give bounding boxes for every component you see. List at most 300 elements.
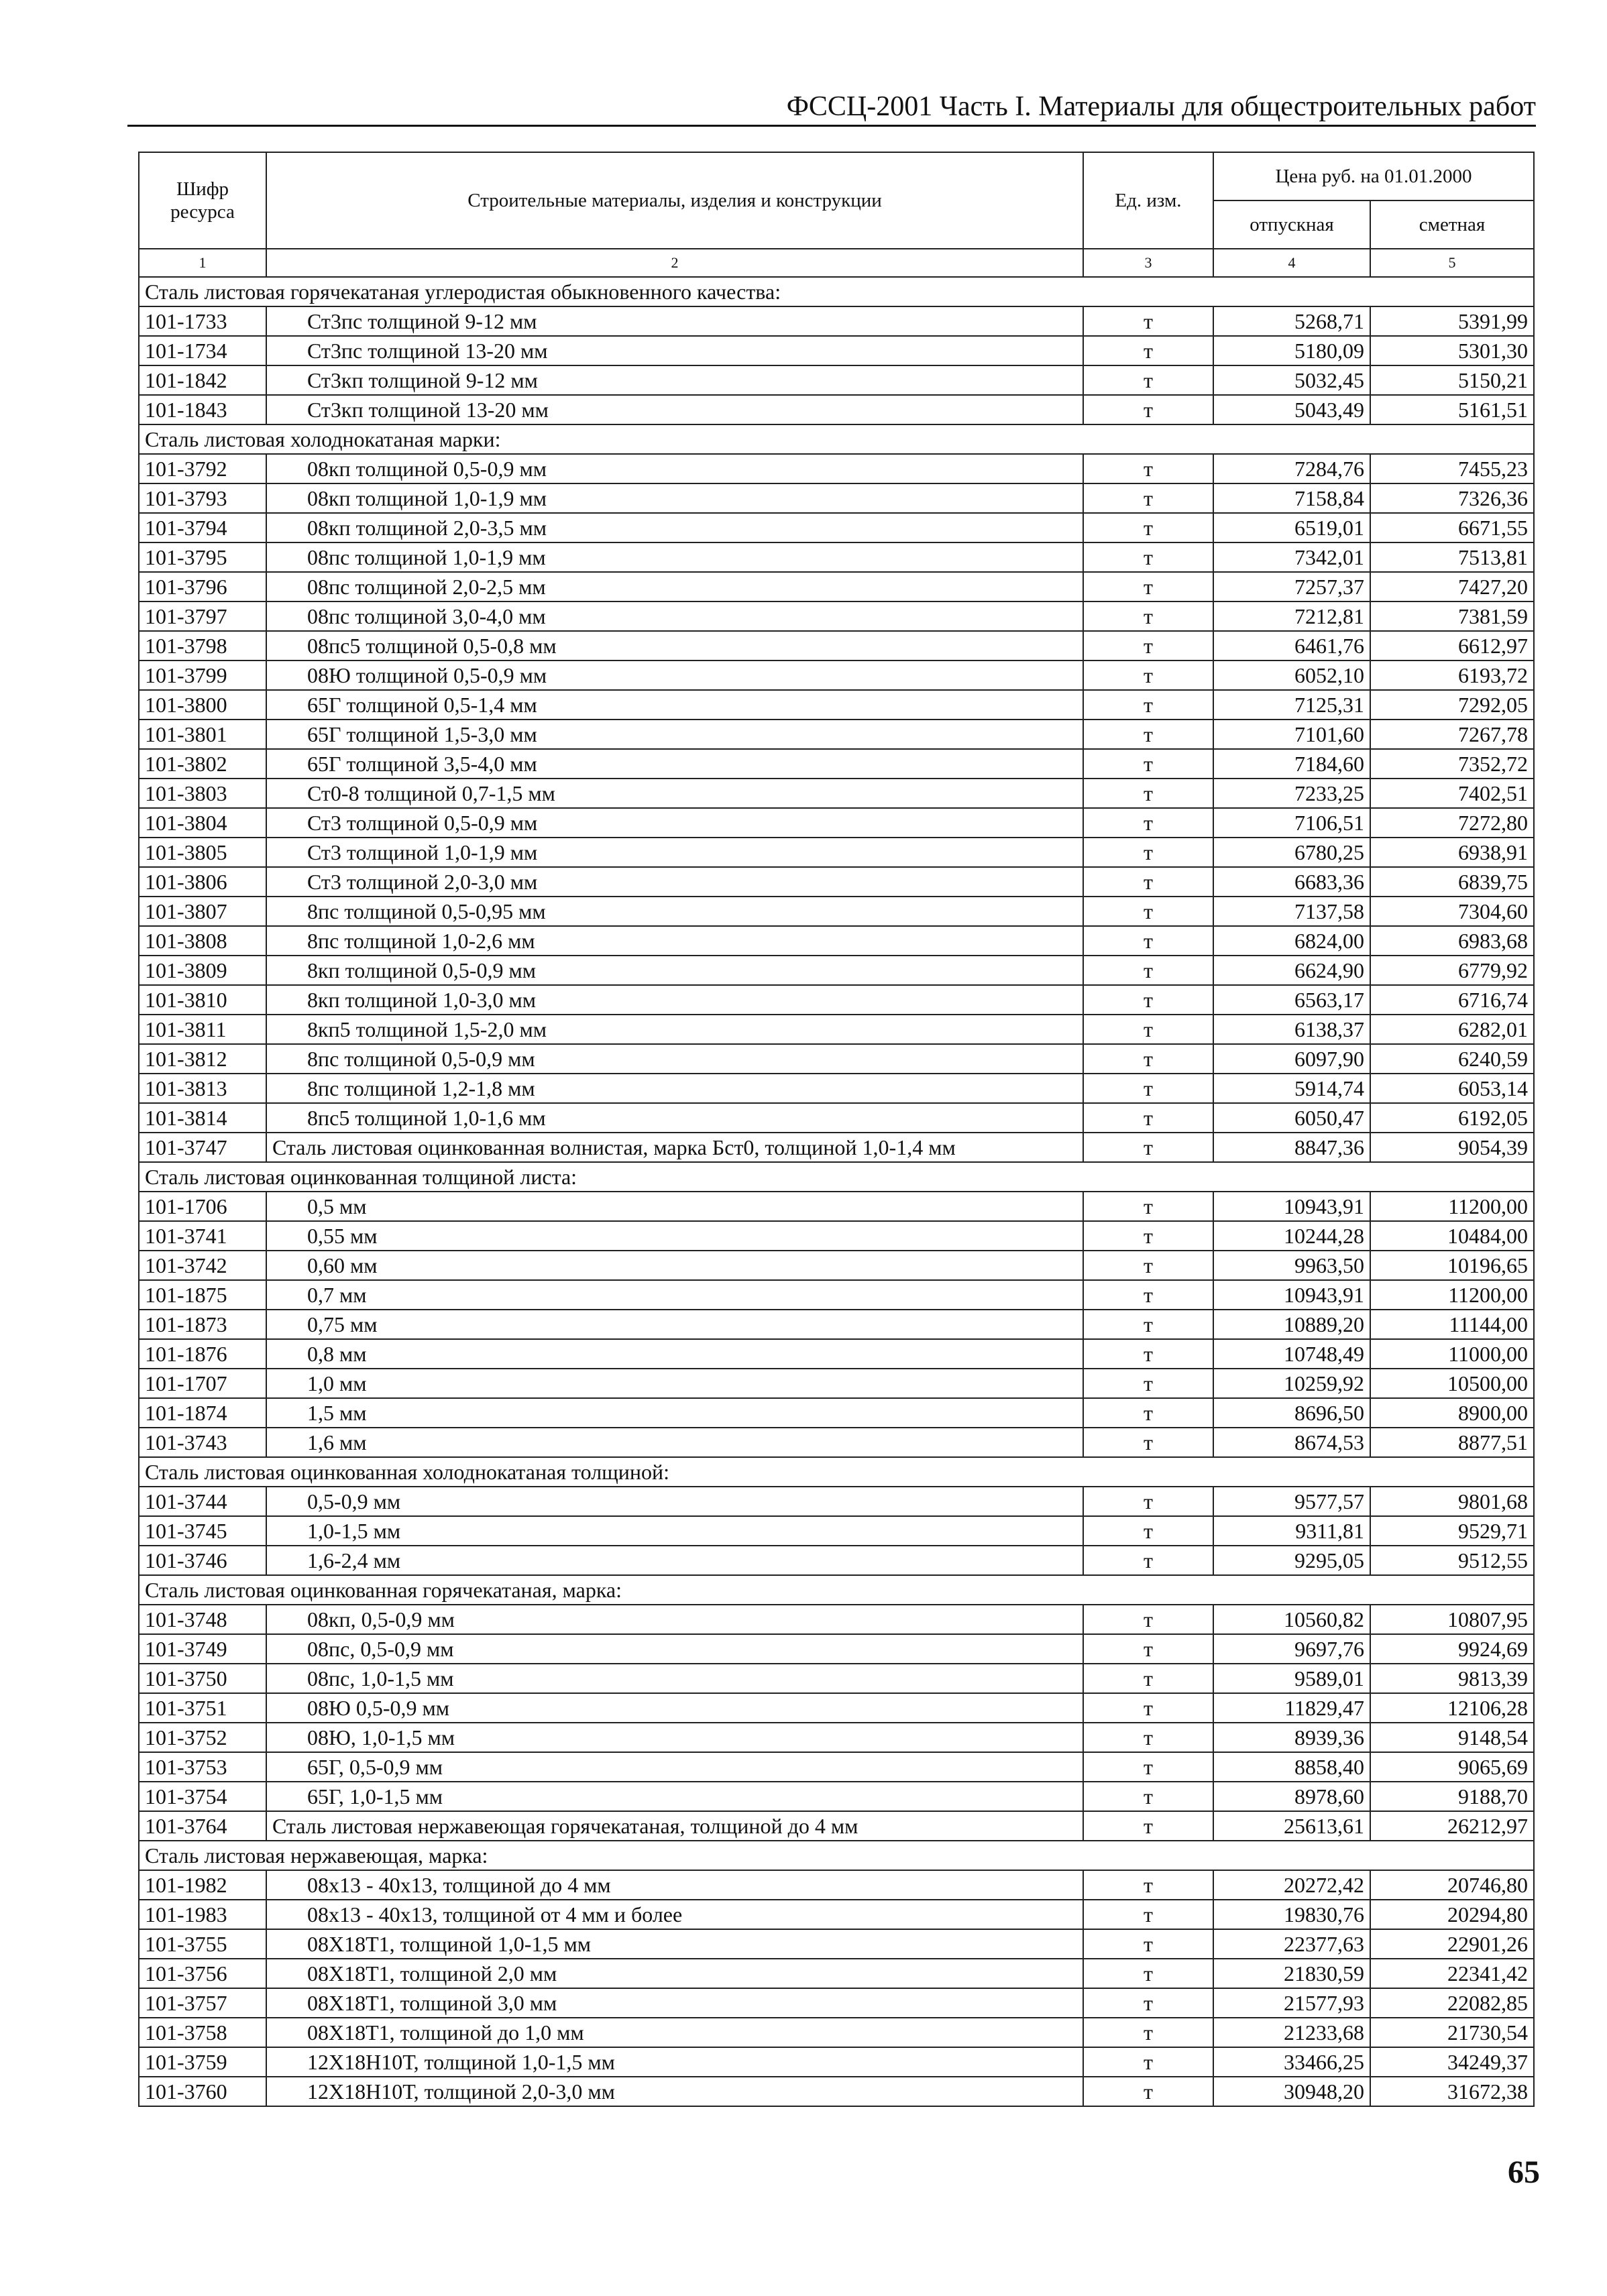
material-name: Ст3 толщиной 1,0-1,9 мм (266, 838, 1083, 867)
unit-of-measure: т (1083, 1074, 1213, 1103)
release-price: 6519,01 (1213, 513, 1370, 542)
estimate-price: 5391,99 (1370, 306, 1534, 336)
material-name: 65Г, 1,0-1,5 мм (266, 1782, 1083, 1811)
material-name: 08х13 - 40х13, толщиной до 4 мм (266, 1870, 1083, 1900)
resource-code: 101-3749 (139, 1634, 266, 1664)
release-price: 8978,60 (1213, 1782, 1370, 1811)
unit-of-measure: т (1083, 1133, 1213, 1162)
material-name: 08пс, 1,0-1,5 мм (266, 1664, 1083, 1693)
estimate-price: 6671,55 (1370, 513, 1534, 542)
col-number: 4 (1213, 249, 1370, 277)
estimate-price: 34249,37 (1370, 2047, 1534, 2077)
table-row (139, 365, 1534, 395)
material-name: 1,5 мм (266, 1398, 1083, 1428)
col-number: 1 (139, 249, 266, 277)
release-price: 22377,63 (1213, 1929, 1370, 1959)
unit-of-measure: т (1083, 1664, 1213, 1693)
material-name: Ст3пс толщиной 9-12 мм (266, 306, 1083, 336)
release-price: 5032,45 (1213, 365, 1370, 395)
table-row (139, 1693, 1534, 1723)
table-row (139, 1339, 1534, 1369)
unit-of-measure: т (1083, 690, 1213, 720)
resource-code: 101-1734 (139, 336, 266, 365)
material-name: Ст3 толщиной 0,5-0,9 мм (266, 808, 1083, 838)
material-name: 0,60 мм (266, 1251, 1083, 1280)
resource-code: 101-1875 (139, 1280, 266, 1310)
release-price: 7101,60 (1213, 720, 1370, 749)
estimate-price: 6612,97 (1370, 631, 1534, 661)
material-name: Ст3кп толщиной 9-12 мм (266, 365, 1083, 395)
material-name: 1,0 мм (266, 1369, 1083, 1398)
table-row (139, 1398, 1534, 1428)
unit-of-measure: т (1083, 956, 1213, 985)
estimate-price: 10196,65 (1370, 1251, 1534, 1280)
resource-code: 101-3742 (139, 1251, 266, 1280)
table-row (139, 838, 1534, 867)
section-row (139, 1575, 1534, 1605)
material-name: 8кп толщиной 1,0-3,0 мм (266, 985, 1083, 1015)
section-row (139, 1841, 1534, 1870)
unit-of-measure: т (1083, 454, 1213, 483)
material-name: 1,6 мм (266, 1428, 1083, 1457)
col-header-price: Цена руб. на 01.01.2000 (1213, 152, 1534, 200)
section-row (139, 1457, 1534, 1487)
estimate-price: 7267,78 (1370, 720, 1534, 749)
estimate-price: 7326,36 (1370, 483, 1534, 513)
unit-of-measure: т (1083, 1900, 1213, 1929)
release-price: 10259,92 (1213, 1369, 1370, 1398)
estimate-price: 7427,20 (1370, 572, 1534, 601)
release-price: 6624,90 (1213, 956, 1370, 985)
table-row (139, 1428, 1534, 1457)
release-price: 5180,09 (1213, 336, 1370, 365)
unit-of-measure: т (1083, 867, 1213, 897)
estimate-price: 20294,80 (1370, 1900, 1534, 1929)
table-row (139, 1811, 1534, 1841)
table-row (139, 631, 1534, 661)
estimate-price: 6053,14 (1370, 1074, 1534, 1103)
estimate-price: 7381,59 (1370, 601, 1534, 631)
estimate-price: 6240,59 (1370, 1044, 1534, 1074)
unit-of-measure: т (1083, 1487, 1213, 1516)
estimate-price: 7455,23 (1370, 454, 1534, 483)
table-row (139, 454, 1534, 483)
material-name: 8пс толщиной 1,0-2,6 мм (266, 926, 1083, 956)
estimate-price: 11200,00 (1370, 1192, 1534, 1221)
price-table (138, 152, 1535, 2107)
release-price: 7342,01 (1213, 542, 1370, 572)
resource-code: 101-1983 (139, 1900, 266, 1929)
unit-of-measure: т (1083, 601, 1213, 631)
resource-code: 101-1876 (139, 1339, 266, 1369)
release-price: 8696,50 (1213, 1398, 1370, 1428)
unit-of-measure: т (1083, 306, 1213, 336)
material-name: 8пс толщиной 0,5-0,9 мм (266, 1044, 1083, 1074)
table-row (139, 867, 1534, 897)
release-price: 10943,91 (1213, 1280, 1370, 1310)
estimate-price: 7402,51 (1370, 779, 1534, 808)
release-price: 8939,36 (1213, 1723, 1370, 1752)
section-title: Сталь листовая оцинкованная холоднокатаная толщиной: (139, 1457, 1534, 1487)
table-row (139, 1251, 1534, 1280)
table-row (139, 1664, 1534, 1693)
table-row (139, 1546, 1534, 1575)
resource-code: 101-3756 (139, 1959, 266, 1988)
resource-code: 101-3744 (139, 1487, 266, 1516)
release-price: 9295,05 (1213, 1546, 1370, 1575)
estimate-price: 22901,26 (1370, 1929, 1534, 1959)
estimate-price: 6983,68 (1370, 926, 1534, 956)
estimate-price: 11200,00 (1370, 1280, 1534, 1310)
resource-code: 101-3792 (139, 454, 266, 483)
release-price: 5268,71 (1213, 306, 1370, 336)
estimate-price: 10807,95 (1370, 1605, 1534, 1634)
estimate-price: 31672,38 (1370, 2077, 1534, 2106)
release-price: 6780,25 (1213, 838, 1370, 867)
resource-code: 101-3758 (139, 2018, 266, 2047)
resource-code: 101-1707 (139, 1369, 266, 1398)
release-price: 10943,91 (1213, 1192, 1370, 1221)
estimate-price: 7292,05 (1370, 690, 1534, 720)
unit-of-measure: т (1083, 749, 1213, 779)
release-price: 25613,61 (1213, 1811, 1370, 1841)
material-name: 12Х18Н10Т, толщиной 1,0-1,5 мм (266, 2047, 1083, 2077)
table-row (139, 1044, 1534, 1074)
table-row (139, 1369, 1534, 1398)
unit-of-measure: т (1083, 808, 1213, 838)
resource-code: 101-1733 (139, 306, 266, 336)
estimate-price: 5161,51 (1370, 395, 1534, 424)
unit-of-measure: т (1083, 1251, 1213, 1280)
material-name: Ст3 толщиной 2,0-3,0 мм (266, 867, 1083, 897)
table-row (139, 1221, 1534, 1251)
resource-code: 101-3803 (139, 779, 266, 808)
table-row (139, 395, 1534, 424)
unit-of-measure: т (1083, 1192, 1213, 1221)
unit-of-measure: т (1083, 897, 1213, 926)
release-price: 6563,17 (1213, 985, 1370, 1015)
release-price: 9311,81 (1213, 1516, 1370, 1546)
table-row (139, 1634, 1534, 1664)
estimate-price: 9054,39 (1370, 1133, 1534, 1162)
estimate-price: 11000,00 (1370, 1339, 1534, 1369)
section-title: Сталь листовая горячекатаная углеродистая обыкновенного качества: (139, 277, 1534, 306)
material-name: 8пс5 толщиной 1,0-1,6 мм (266, 1103, 1083, 1133)
resource-code: 101-3764 (139, 1811, 266, 1841)
material-name: 08Ю толщиной 0,5-0,9 мм (266, 661, 1083, 690)
table-row (139, 985, 1534, 1015)
release-price: 9589,01 (1213, 1664, 1370, 1693)
release-price: 7233,25 (1213, 779, 1370, 808)
unit-of-measure: т (1083, 1959, 1213, 1988)
estimate-price: 22082,85 (1370, 1988, 1534, 2018)
unit-of-measure: т (1083, 336, 1213, 365)
resource-code: 101-3741 (139, 1221, 266, 1251)
material-name: 8кп5 толщиной 1,5-2,0 мм (266, 1015, 1083, 1044)
estimate-price: 5301,30 (1370, 336, 1534, 365)
col-header-estimate: сметная (1370, 200, 1534, 249)
resource-code: 101-3799 (139, 661, 266, 690)
table-row (139, 690, 1534, 720)
release-price: 20272,42 (1213, 1870, 1370, 1900)
release-price: 21233,68 (1213, 2018, 1370, 2047)
unit-of-measure: т (1083, 2047, 1213, 2077)
unit-of-measure: т (1083, 661, 1213, 690)
resource-code: 101-3745 (139, 1516, 266, 1546)
table-row (139, 1900, 1534, 1929)
material-name: 0,7 мм (266, 1280, 1083, 1310)
unit-of-measure: т (1083, 2018, 1213, 2047)
estimate-price: 9529,71 (1370, 1516, 1534, 1546)
unit-of-measure: т (1083, 926, 1213, 956)
release-price: 21577,93 (1213, 1988, 1370, 2018)
unit-of-measure: т (1083, 1605, 1213, 1634)
estimate-price: 6282,01 (1370, 1015, 1534, 1044)
resource-code: 101-3798 (139, 631, 266, 661)
estimate-price: 9148,54 (1370, 1723, 1534, 1752)
table-row (139, 2077, 1534, 2106)
unit-of-measure: т (1083, 1398, 1213, 1428)
release-price: 33466,25 (1213, 2047, 1370, 2077)
estimate-price: 9924,69 (1370, 1634, 1534, 1664)
unit-of-measure: т (1083, 1516, 1213, 1546)
resource-code: 101-3804 (139, 808, 266, 838)
release-price: 5043,49 (1213, 395, 1370, 424)
unit-of-measure: т (1083, 1044, 1213, 1074)
unit-of-measure: т (1083, 1339, 1213, 1369)
table-row (139, 572, 1534, 601)
table-row (139, 1015, 1534, 1044)
table-row (139, 2018, 1534, 2047)
resource-code: 101-3805 (139, 838, 266, 867)
unit-of-measure: т (1083, 1693, 1213, 1723)
resource-code: 101-1706 (139, 1192, 266, 1221)
unit-of-measure: т (1083, 720, 1213, 749)
release-price: 10889,20 (1213, 1310, 1370, 1339)
resource-code: 101-3748 (139, 1605, 266, 1634)
estimate-price: 10484,00 (1370, 1221, 1534, 1251)
release-price: 7284,76 (1213, 454, 1370, 483)
table-row (139, 483, 1534, 513)
material-name: 65Г толщиной 3,5-4,0 мм (266, 749, 1083, 779)
col-number: 3 (1083, 249, 1213, 277)
estimate-price: 10500,00 (1370, 1369, 1534, 1398)
unit-of-measure: т (1083, 572, 1213, 601)
material-name: 8пс толщиной 0,5-0,95 мм (266, 897, 1083, 926)
release-price: 6097,90 (1213, 1044, 1370, 1074)
unit-of-measure: т (1083, 483, 1213, 513)
table-row (139, 1723, 1534, 1752)
material-name: 8кп толщиной 0,5-0,9 мм (266, 956, 1083, 985)
estimate-price: 7304,60 (1370, 897, 1534, 926)
resource-code: 101-1873 (139, 1310, 266, 1339)
col-header-code: Шифр ресурса (139, 152, 266, 249)
estimate-price: 9813,39 (1370, 1664, 1534, 1693)
estimate-price: 7272,80 (1370, 808, 1534, 838)
resource-code: 101-3750 (139, 1664, 266, 1693)
release-price: 10560,82 (1213, 1605, 1370, 1634)
header-rule (127, 125, 1536, 127)
release-price: 7158,84 (1213, 483, 1370, 513)
material-name: Сталь листовая нержавеющая горячекатаная, толщиной до 4 мм (266, 1811, 1083, 1841)
estimate-price: 6839,75 (1370, 867, 1534, 897)
material-name: 08Ю 0,5-0,9 мм (266, 1693, 1083, 1723)
table-row (139, 1516, 1534, 1546)
unit-of-measure: т (1083, 1221, 1213, 1251)
material-name: 08Х18Т1, толщиной 2,0 мм (266, 1959, 1083, 1988)
material-name: 08кп толщиной 2,0-3,5 мм (266, 513, 1083, 542)
estimate-price: 12106,28 (1370, 1693, 1534, 1723)
table-row (139, 956, 1534, 985)
section-title: Сталь листовая нержавеющая, марка: (139, 1841, 1534, 1870)
material-name: 08пс толщиной 1,0-1,9 мм (266, 542, 1083, 572)
resource-code: 101-3755 (139, 1929, 266, 1959)
release-price: 11829,47 (1213, 1693, 1370, 1723)
unit-of-measure: т (1083, 1929, 1213, 1959)
resource-code: 101-3813 (139, 1074, 266, 1103)
unit-of-measure: т (1083, 779, 1213, 808)
table-row (139, 749, 1534, 779)
table-body (139, 277, 1534, 2106)
table-row (139, 1103, 1534, 1133)
table-row (139, 1752, 1534, 1782)
unit-of-measure: т (1083, 1988, 1213, 2018)
material-name: 08Х18Т1, толщиной 3,0 мм (266, 1988, 1083, 2018)
resource-code: 101-3796 (139, 572, 266, 601)
material-name: 0,75 мм (266, 1310, 1083, 1339)
resource-code: 101-3752 (139, 1723, 266, 1752)
resource-code: 101-1842 (139, 365, 266, 395)
table-row (139, 720, 1534, 749)
material-name: 08Х18Т1, толщиной 1,0-1,5 мм (266, 1929, 1083, 1959)
resource-code: 101-3811 (139, 1015, 266, 1044)
col-number: 2 (266, 249, 1083, 277)
resource-code: 101-3754 (139, 1782, 266, 1811)
unit-of-measure: т (1083, 985, 1213, 1015)
table-row (139, 513, 1534, 542)
material-name: 0,8 мм (266, 1339, 1083, 1369)
table-row (139, 1487, 1534, 1516)
section-row (139, 1162, 1534, 1192)
table-row (139, 542, 1534, 572)
release-price: 6050,47 (1213, 1103, 1370, 1133)
table-row (139, 897, 1534, 926)
table-row (139, 1870, 1534, 1900)
unit-of-measure: т (1083, 1428, 1213, 1457)
resource-code: 101-3795 (139, 542, 266, 572)
resource-code: 101-3801 (139, 720, 266, 749)
material-name: 08пс5 толщиной 0,5-0,8 мм (266, 631, 1083, 661)
col-header-release: отпускная (1213, 200, 1370, 249)
unit-of-measure: т (1083, 542, 1213, 572)
estimate-price: 8877,51 (1370, 1428, 1534, 1457)
table-row (139, 1929, 1534, 1959)
unit-of-measure: т (1083, 1811, 1213, 1841)
release-price: 21830,59 (1213, 1959, 1370, 1988)
resource-code: 101-1982 (139, 1870, 266, 1900)
col-header-unit: Ед. изм. (1083, 152, 1213, 249)
unit-of-measure: т (1083, 1015, 1213, 1044)
material-name: 08Х18Т1, толщиной до 1,0 мм (266, 2018, 1083, 2047)
table-row (139, 1133, 1534, 1162)
resource-code: 101-3808 (139, 926, 266, 956)
material-name: 08Ю, 1,0-1,5 мм (266, 1723, 1083, 1752)
resource-code: 101-3800 (139, 690, 266, 720)
release-price: 7257,37 (1213, 572, 1370, 601)
material-name: Ст3кп толщиной 13-20 мм (266, 395, 1083, 424)
estimate-price: 6779,92 (1370, 956, 1534, 985)
estimate-price: 11144,00 (1370, 1310, 1534, 1339)
release-price: 7137,58 (1213, 897, 1370, 926)
resource-code: 101-3760 (139, 2077, 266, 2106)
table-row (139, 1280, 1534, 1310)
unit-of-measure: т (1083, 1782, 1213, 1811)
material-name: 08кп толщиной 0,5-0,9 мм (266, 454, 1083, 483)
unit-of-measure: т (1083, 395, 1213, 424)
table-row (139, 1192, 1534, 1221)
section-row (139, 277, 1534, 306)
release-price: 6052,10 (1213, 661, 1370, 690)
material-name: 65Г толщиной 1,5-3,0 мм (266, 720, 1083, 749)
release-price: 30948,20 (1213, 2077, 1370, 2106)
release-price: 7184,60 (1213, 749, 1370, 779)
release-price: 6683,36 (1213, 867, 1370, 897)
table-row (139, 1782, 1534, 1811)
estimate-price: 6192,05 (1370, 1103, 1534, 1133)
resource-code: 101-3753 (139, 1752, 266, 1782)
section-title: Сталь листовая холоднокатаная марки: (139, 424, 1534, 454)
release-price: 6824,00 (1213, 926, 1370, 956)
estimate-price: 7513,81 (1370, 542, 1534, 572)
release-price: 7212,81 (1213, 601, 1370, 631)
section-title: Сталь листовая оцинкованная горячекатаная, марка: (139, 1575, 1534, 1605)
estimate-price: 6716,74 (1370, 985, 1534, 1015)
unit-of-measure: т (1083, 1870, 1213, 1900)
resource-code: 101-3747 (139, 1133, 266, 1162)
col-number: 5 (1370, 249, 1534, 277)
estimate-price: 8900,00 (1370, 1398, 1534, 1428)
unit-of-measure: т (1083, 1280, 1213, 1310)
release-price: 19830,76 (1213, 1900, 1370, 1929)
material-name: 08пс, 0,5-0,9 мм (266, 1634, 1083, 1664)
estimate-price: 5150,21 (1370, 365, 1534, 395)
estimate-price: 26212,97 (1370, 1811, 1534, 1841)
col-header-name: Строительные материалы, изделия и конструкции (266, 152, 1083, 249)
release-price: 8674,53 (1213, 1428, 1370, 1457)
material-name: 08кп толщиной 1,0-1,9 мм (266, 483, 1083, 513)
table-row (139, 926, 1534, 956)
estimate-price: 6938,91 (1370, 838, 1534, 867)
table-row (139, 1605, 1534, 1634)
material-name: 8пс толщиной 1,2-1,8 мм (266, 1074, 1083, 1103)
table-row (139, 1988, 1534, 2018)
estimate-price: 6193,72 (1370, 661, 1534, 690)
section-row (139, 424, 1534, 454)
material-name: 12Х18Н10Т, толщиной 2,0-3,0 мм (266, 2077, 1083, 2106)
estimate-price: 22341,42 (1370, 1959, 1534, 1988)
unit-of-measure: т (1083, 1546, 1213, 1575)
material-name: 1,0-1,5 мм (266, 1516, 1083, 1546)
resource-code: 101-3802 (139, 749, 266, 779)
release-price: 10244,28 (1213, 1221, 1370, 1251)
release-price: 6461,76 (1213, 631, 1370, 661)
material-name: 65Г толщиной 0,5-1,4 мм (266, 690, 1083, 720)
resource-code: 101-3810 (139, 985, 266, 1015)
material-name: 65Г, 0,5-0,9 мм (266, 1752, 1083, 1782)
table-row (139, 306, 1534, 336)
release-price: 10748,49 (1213, 1339, 1370, 1369)
table-row (139, 779, 1534, 808)
